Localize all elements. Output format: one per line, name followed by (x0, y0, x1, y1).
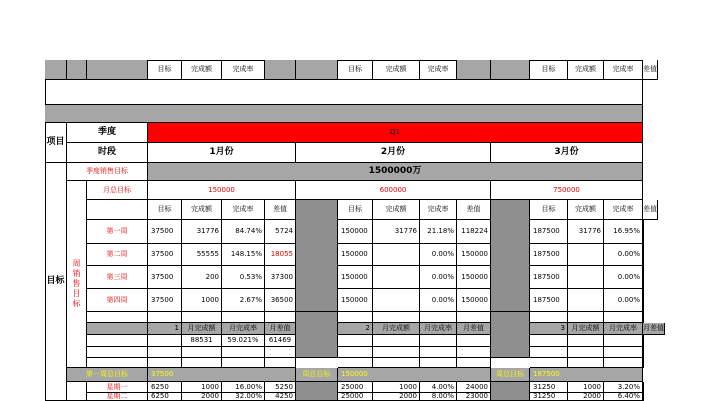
day-value[interactable]: 4.00% (420, 382, 457, 393)
week-label[interactable]: 第一周 (87, 220, 148, 244)
blank[interactable] (87, 358, 148, 368)
week-value[interactable]: 84.74% (222, 220, 265, 244)
summary-col[interactable]: 月完成率 (604, 323, 643, 335)
blank[interactable] (148, 312, 182, 323)
day-value[interactable]: 24000 (457, 382, 491, 393)
summary-blank[interactable] (87, 323, 148, 335)
season-label[interactable]: 季度 (67, 123, 148, 143)
week-value[interactable] (643, 220, 644, 244)
week-value[interactable]: 36500 (265, 289, 296, 312)
blank[interactable] (265, 312, 296, 323)
grey-band[interactable] (45, 105, 643, 123)
week-label[interactable]: 第二周 (87, 244, 148, 266)
day-value[interactable]: 5250 (265, 382, 296, 393)
blank[interactable] (530, 358, 568, 368)
season-target-label[interactable]: 季度销售目标 (67, 163, 148, 181)
subheader-0[interactable]: 目标 (148, 200, 182, 220)
week-total-value[interactable]: 150000 (338, 368, 491, 382)
week-value[interactable]: 0.00% (420, 289, 457, 312)
day-value[interactable]: 25000 (338, 393, 373, 401)
subheader-3[interactable]: 差值 (265, 200, 296, 220)
period-label[interactable]: 时段 (67, 143, 148, 163)
separator[interactable] (296, 200, 338, 312)
blank[interactable] (338, 312, 373, 323)
day-value[interactable]: 3.20% (604, 382, 643, 393)
blank[interactable] (568, 312, 604, 323)
blank[interactable] (568, 347, 604, 358)
season-target-value[interactable]: 1500000万 (148, 163, 643, 181)
week-value[interactable]: 150000 (457, 244, 491, 266)
summary-value[interactable] (568, 335, 604, 347)
weekly-target-char: 销 (72, 268, 81, 278)
week-value[interactable]: 150000 (457, 266, 491, 289)
summary-value[interactable] (420, 335, 457, 347)
week-value[interactable] (643, 289, 644, 312)
blank[interactable] (420, 347, 457, 358)
weekly-target-char: 售 (72, 278, 81, 288)
week-value[interactable]: 200 (182, 266, 222, 289)
subheader-1[interactable]: 完成额 (373, 200, 420, 220)
blank[interactable] (643, 347, 644, 358)
week-value[interactable]: 118224 (457, 220, 491, 244)
week-label[interactable]: 第四周 (87, 289, 148, 312)
summary-col[interactable]: 月完成额 (182, 323, 222, 335)
day-value[interactable]: 8.00% (420, 393, 457, 401)
subheader-2[interactable]: 完成率 (604, 60, 643, 80)
quarter-q1[interactable]: Q1 (148, 123, 643, 143)
blank[interactable] (182, 312, 222, 323)
cell[interactable] (457, 60, 491, 80)
day-value[interactable]: 4250 (265, 393, 296, 401)
summary-value[interactable] (373, 335, 420, 347)
week-total-value[interactable]: 37500 (148, 368, 296, 382)
day-value[interactable]: 1000 (373, 382, 420, 393)
weekly-target-char: 周 (72, 258, 81, 268)
blank[interactable] (420, 358, 457, 368)
day-value[interactable] (643, 382, 644, 393)
week-value[interactable]: 2.67% (222, 289, 265, 312)
blank[interactable] (604, 347, 643, 358)
week-value[interactable]: 16.95% (604, 220, 643, 244)
blank[interactable] (265, 347, 296, 358)
blank[interactable] (457, 358, 491, 368)
blank[interactable] (373, 347, 420, 358)
day-value[interactable]: 2000 (568, 393, 604, 401)
week-value[interactable]: 55555 (182, 244, 222, 266)
separator[interactable] (491, 312, 530, 358)
summary-index[interactable]: 1 (148, 323, 182, 335)
subheader-2[interactable]: 完成率 (420, 60, 457, 80)
week-value[interactable]: 187500 (530, 244, 568, 266)
week-total-label[interactable]: 周总目标 (491, 368, 530, 382)
subheader-1[interactable]: 完成额 (373, 60, 420, 80)
summary-col[interactable]: 月差值 (643, 323, 665, 335)
cell[interactable] (45, 60, 67, 80)
summary-value[interactable]: 88531 (182, 335, 222, 347)
week-value[interactable]: 150000 (338, 244, 373, 266)
cell[interactable] (296, 60, 338, 80)
week-value[interactable]: 1000 (182, 289, 222, 312)
day-value[interactable]: 31250 (530, 393, 568, 401)
week-value[interactable]: 37500 (148, 244, 182, 266)
week-value[interactable]: 31776 (182, 220, 222, 244)
blank[interactable] (373, 312, 420, 323)
summary-value[interactable] (643, 335, 644, 347)
subheader-2[interactable]: 完成率 (222, 60, 265, 80)
week-value[interactable]: 150000 (457, 289, 491, 312)
subheader-0[interactable]: 目标 (338, 60, 373, 80)
cell[interactable] (67, 60, 87, 80)
blank[interactable] (604, 312, 643, 323)
summary-col[interactable]: 月完成额 (568, 323, 604, 335)
blank[interactable] (222, 347, 265, 358)
subheader-2[interactable]: 完成率 (222, 200, 265, 220)
subheader-1[interactable]: 完成额 (182, 60, 222, 80)
subheader-1[interactable]: 完成额 (182, 200, 222, 220)
blank[interactable] (87, 200, 148, 220)
day-value[interactable]: 31250 (530, 382, 568, 393)
separator[interactable] (296, 382, 338, 401)
week-value[interactable] (568, 244, 604, 266)
summary-index[interactable]: 2 (338, 323, 373, 335)
blank[interactable] (265, 358, 296, 368)
separator[interactable] (491, 200, 530, 312)
cell[interactable] (265, 60, 296, 80)
week-value[interactable]: 150000 (338, 220, 373, 244)
week-value[interactable]: 37500 (148, 266, 182, 289)
week-value[interactable] (643, 266, 644, 289)
summary-index[interactable]: 3 (530, 323, 568, 335)
blank[interactable] (420, 312, 457, 323)
separator[interactable] (296, 312, 338, 358)
week-value[interactable] (568, 289, 604, 312)
subheader-3[interactable]: 差值 (643, 60, 658, 80)
subheader-1[interactable]: 完成额 (568, 200, 604, 220)
week-value[interactable] (373, 244, 420, 266)
blank[interactable] (87, 335, 148, 347)
blank[interactable] (338, 335, 373, 347)
blank[interactable] (530, 347, 568, 358)
subheader-0[interactable]: 目标 (148, 60, 182, 80)
week-label[interactable]: 第三周 (87, 266, 148, 289)
week-total-label[interactable]: 第一周总目标 (67, 368, 148, 382)
weekly-target-char: 目 (72, 288, 81, 298)
day-value[interactable]: 1000 (568, 382, 604, 393)
week-value[interactable]: 37500 (148, 289, 182, 312)
month-total-2[interactable]: 600000 (296, 181, 491, 200)
day-label[interactable]: 星期一 (87, 382, 148, 393)
cell[interactable] (87, 60, 148, 80)
week-value[interactable]: 18055 (265, 244, 296, 266)
day-value[interactable]: 16.00% (222, 382, 265, 393)
day-value[interactable]: 2000 (373, 393, 420, 401)
week-value[interactable]: 5724 (265, 220, 296, 244)
week-value[interactable]: 0.00% (604, 289, 643, 312)
day-value[interactable]: 1000 (182, 382, 222, 393)
month-2[interactable]: 2月份 (296, 143, 491, 163)
day-value[interactable]: 6250 (148, 382, 182, 393)
target-label[interactable]: 目标 (45, 163, 67, 401)
summary-col[interactable]: 月差值 (265, 323, 296, 335)
blank[interactable] (182, 347, 222, 358)
week-value[interactable]: 0.00% (604, 244, 643, 266)
subheader-2[interactable]: 完成率 (604, 200, 643, 220)
week-value[interactable] (373, 289, 420, 312)
month-total-3[interactable]: 750000 (491, 181, 643, 200)
week-value[interactable]: 31776 (373, 220, 420, 244)
subheader-2[interactable]: 完成率 (420, 200, 457, 220)
blank[interactable] (530, 335, 568, 347)
blank[interactable] (87, 312, 148, 323)
blank[interactable] (530, 312, 568, 323)
subheader-0[interactable]: 目标 (530, 200, 568, 220)
blank[interactable] (338, 347, 373, 358)
blank[interactable] (457, 312, 491, 323)
blank[interactable] (148, 335, 182, 347)
weekly-target-label[interactable] (67, 200, 87, 368)
week-value[interactable]: 150000 (338, 266, 373, 289)
subheader-1[interactable]: 完成额 (568, 60, 604, 80)
day-value[interactable]: 2000 (182, 393, 222, 401)
blank[interactable] (182, 358, 222, 368)
month-total-label[interactable]: 月总目标 (87, 181, 148, 200)
week-value[interactable]: 0.00% (604, 266, 643, 289)
blank[interactable] (373, 358, 420, 368)
week-value[interactable] (643, 244, 644, 266)
summary-value[interactable]: 59.021% (222, 335, 265, 347)
blank[interactable] (457, 347, 491, 358)
subheader-0[interactable]: 目标 (338, 200, 373, 220)
summary-col[interactable]: 月完成额 (373, 323, 420, 335)
summary-col[interactable]: 月完成率 (222, 323, 265, 335)
blank[interactable] (338, 358, 373, 368)
day-value[interactable]: 6.40% (604, 393, 643, 401)
summary-value[interactable] (604, 335, 643, 347)
subheader-3[interactable]: 差值 (643, 200, 658, 220)
blank[interactable] (604, 358, 643, 368)
summary-value[interactable] (457, 335, 491, 347)
item-label[interactable]: 项目 (45, 123, 67, 163)
summary-value[interactable]: 61469 (265, 335, 296, 347)
week-value[interactable] (568, 266, 604, 289)
subheader-0[interactable]: 目标 (530, 60, 568, 80)
cell[interactable] (491, 60, 530, 80)
indent-col[interactable] (67, 382, 87, 401)
blank[interactable] (87, 347, 148, 358)
week-value[interactable]: 187500 (530, 289, 568, 312)
day-value[interactable]: 25000 (338, 382, 373, 393)
day-value[interactable]: 32.00% (222, 393, 265, 401)
day-label[interactable]: 星期二 (87, 393, 148, 401)
blank[interactable] (148, 347, 182, 358)
week-value[interactable]: 37500 (148, 220, 182, 244)
day-value[interactable]: 6250 (148, 393, 182, 401)
blank[interactable] (148, 358, 182, 368)
summary-col[interactable]: 月差值 (457, 323, 491, 335)
week-value[interactable] (373, 266, 420, 289)
week-value[interactable]: 0.00% (420, 266, 457, 289)
blank[interactable] (222, 358, 265, 368)
weekly-target-char: 标 (72, 298, 81, 308)
week-value[interactable]: 187500 (530, 220, 568, 244)
week-value[interactable]: 21.18% (420, 220, 457, 244)
month-total-1[interactable]: 150000 (148, 181, 296, 200)
week-value[interactable]: 37300 (265, 266, 296, 289)
week-value[interactable]: 0.53% (222, 266, 265, 289)
summary-col[interactable]: 月完成率 (420, 323, 457, 335)
month-1[interactable]: 1月份 (148, 143, 296, 163)
blank[interactable] (222, 312, 265, 323)
week-value[interactable]: 31776 (568, 220, 604, 244)
blank[interactable] (643, 312, 644, 323)
month-3[interactable]: 3月份 (491, 143, 643, 163)
week-value[interactable]: 0.00% (420, 244, 457, 266)
blank[interactable] (643, 358, 644, 368)
blank-row[interactable] (45, 80, 643, 105)
week-value[interactable]: 148.15% (222, 244, 265, 266)
day-value[interactable]: 23000 (457, 393, 491, 401)
subheader-3[interactable]: 差值 (457, 200, 491, 220)
blank[interactable] (568, 358, 604, 368)
week-total-value[interactable]: 187500 (530, 368, 643, 382)
week-value[interactable]: 187500 (530, 266, 568, 289)
separator[interactable] (491, 382, 530, 401)
week-value[interactable]: 150000 (338, 289, 373, 312)
week-total-label[interactable]: 周总目标 (296, 368, 338, 382)
